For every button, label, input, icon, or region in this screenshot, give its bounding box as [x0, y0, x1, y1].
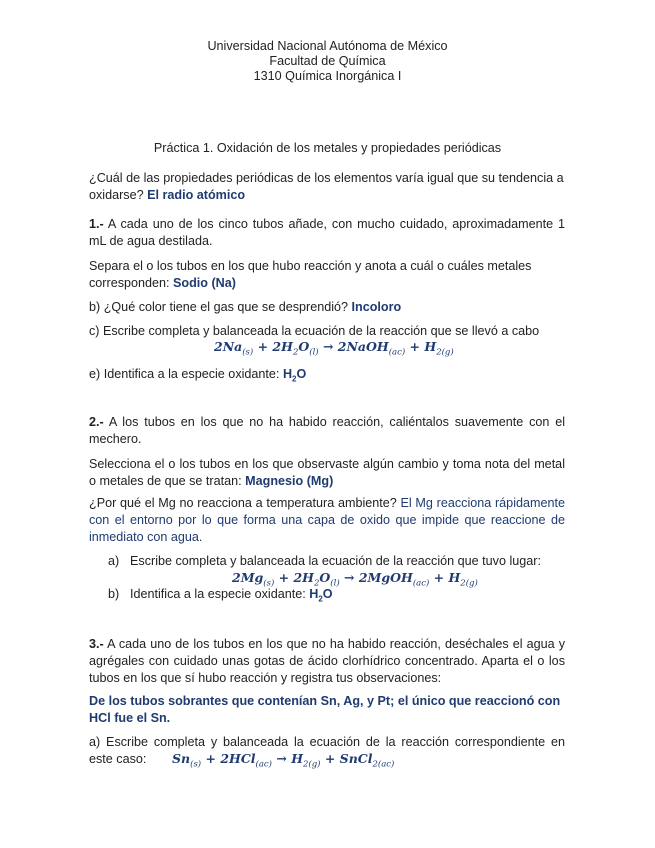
section-1-equation: $2Na_{(s)} + 2H_2O_{(l)}$ → 2NaOH$_{(ac)}$ + $H_{2(g)}$: [214, 339, 454, 358]
section-3-instruction: 3.- A cada uno de los tubos en los que no ha habido reacción, deséchales el agua y agrégales con cuidado unas gotas de ácido clorhídrico concentrado. Aparta el o los tubos en los que sí hubo reacción y registra tus observaciones:: [89, 637, 565, 685]
faculty-name: Facultad de Química: [269, 54, 386, 68]
section-2-select-answer: Magnesio (Mg): [245, 474, 334, 488]
section-1-separate-answer: Sodio (Na): [173, 276, 236, 290]
section-2-why: ¿Por qué el Mg no reacciona a temperatura ambiente? El Mg reacciona rápidamente con el entorno por lo que forma una capa de oxido que impide que reaccione de inmediato con agua.: [89, 496, 565, 544]
section-2-item-a: a) Escribe completa y balanceada la ecuación de la reacción que tuvo lugar:: [108, 554, 541, 568]
section-2-why-answer: El Mg reacciona rápidamente con el entorno por lo que forma una capa de oxido que impide que reaccione de inmediato con agua.: [89, 496, 565, 544]
intro-answer: El radio atómico: [147, 188, 246, 202]
section-1-separate: Separa el o los tubos en los que hubo reacción y anota a cuál o cuáles metales corresponden: Sodio (Na): [89, 259, 532, 290]
document-header: [0, 39, 655, 84]
section-2-number: 2.-: [89, 415, 104, 429]
section-1-gas: b) ¿Qué color tiene el gas que se desprendió? Incoloro: [89, 300, 402, 314]
section-1-oxidant-answer: $H_2O$: [282, 367, 307, 384]
section-3-equation-question: a) Escribe completa y balanceada la ecuación de la reacción correspondiente en este caso:: [89, 735, 565, 766]
section-2-oxidant-answer: $H_2O$: [309, 587, 333, 604]
section-3-answer: De los tubos sobrantes que contenían Sn, Ag, y Pt; el único que reaccionó con HCl fue el Sn.: [89, 694, 561, 725]
section-1-equation-question: c) Escribe completa y balanceada la ecuación de la reacción que se llevó a cabo: [89, 324, 540, 338]
university-name: Universidad Nacional Autónoma de México: [207, 39, 448, 53]
section-2-instruction: 2.- A los tubos en los que no ha habido reacción, caliéntalos suavemente con el mechero.: [89, 415, 566, 446]
intro-question: ¿Cuál de las propiedades periódicas de los elementos varía igual que su tendencia a oxidarse? El radio atómico: [89, 171, 564, 202]
course-name: 1310 Química Inorgánica I: [253, 69, 402, 83]
section-3-equation: $Sn_{(s)} + 2HCl_{(ac)} \to H_{2(g)}$ + SnCl$_{2(ac)}$: [172, 751, 395, 770]
section-1-oxidant: e) Identifica a la especie oxidante: $H_2O$: [89, 367, 307, 384]
section-3-number: 3.-: [89, 637, 104, 651]
section-1-number: 1.-: [89, 217, 104, 231]
section-1-instruction: 1.- A cada uno de los cinco tubos añade, con mucho cuidado, aproximadamente 1 mL de agua destilada.: [89, 217, 565, 248]
section-2-select: Selecciona el o los tubos en los que observaste algún cambio y toma nota del metal o metales de que se tratan: Magnesio (Mg): [89, 457, 565, 488]
practice-title: Práctica 1. Oxidación de los metales y propiedades periódicas: [153, 141, 502, 155]
section-2-equation: $2Mg_{(s)} + 2H_2O_{(l)}$ → 2MgOH$_{(ac)}$ + $H_{2(g)}$: [232, 570, 478, 589]
section-2-item-b: b) Identifica a la especie oxidante: $H_2O$: [108, 587, 333, 604]
section-1-gas-answer: Incoloro: [351, 300, 402, 314]
